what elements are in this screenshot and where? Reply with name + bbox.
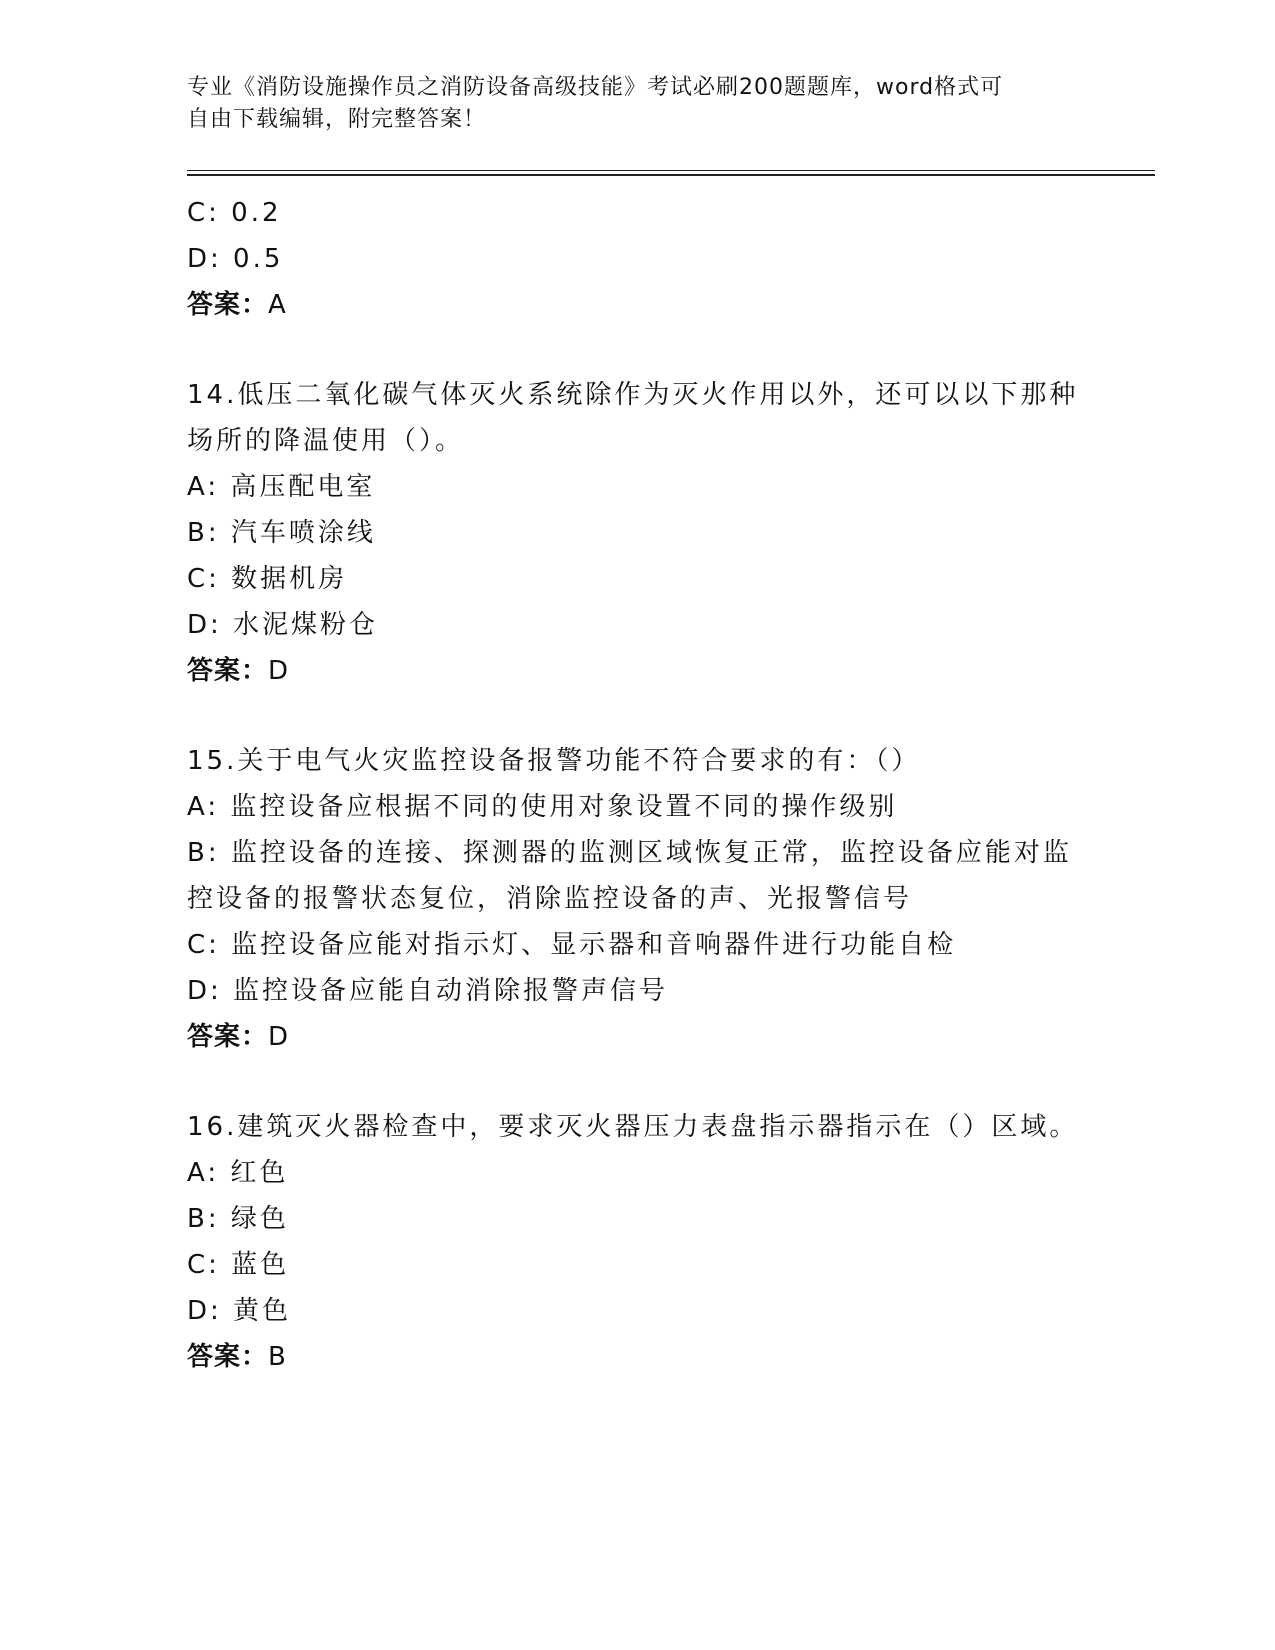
question-content <box>187 190 1087 1380</box>
question-text-line-1: 16.建筑灭火器检查中，要求灭火器压力表盘指示器指示在（）区域。 <box>187 1112 1079 1142</box>
answer-row <box>187 1334 1087 1380</box>
header-divider-thick <box>187 174 1155 176</box>
option-a: A: 红色 <box>187 1158 289 1188</box>
answer-row <box>187 282 1087 328</box>
header-line-2: 自由下载编辑，附完整答案！ <box>187 107 487 132</box>
option-c: C: 0.2 <box>187 198 282 228</box>
option-b-continued: 控设备的报警状态复位，消除监控设备的声、光报警信号 <box>187 884 913 914</box>
question-text-line-2: 场所的降温使用（）。 <box>187 426 465 456</box>
answer-value: B <box>268 1342 287 1372</box>
question-14 <box>187 372 1087 694</box>
continued-question <box>187 190 1087 328</box>
answer-value: D <box>268 656 290 686</box>
option-d: D: 黄色 <box>187 1296 292 1326</box>
option-a: A: 高压配电室 <box>187 472 376 502</box>
answer-label: 答案： <box>187 656 269 686</box>
question-text-line-1: 14.低压二氧化碳气体灭火系统除作为灭火作用以外，还可以以下那种 <box>187 380 1079 410</box>
option-b: B: 绿色 <box>187 1204 289 1234</box>
option-a: A: 监控设备应根据不同的使用对象设置不同的操作级别 <box>187 792 898 822</box>
answer-row <box>187 648 1087 694</box>
answer-value: D <box>268 1022 290 1052</box>
option-d: D: 监控设备应能自动消除报警声信号 <box>187 976 669 1006</box>
question-text-line-1: 15.关于电气火灾监控设备报警功能不符合要求的有：（） <box>187 746 921 776</box>
page-header <box>187 72 1067 136</box>
header-line-1: 专业《消防设施操作员之消防设备高级技能》考试必刷200题题库，word格式可 <box>187 75 1004 100</box>
answer-label: 答案： <box>187 1342 269 1372</box>
answer-value: A <box>268 290 287 320</box>
answer-label: 答案： <box>187 290 269 320</box>
option-c: C: 监控设备应能对指示灯、显示器和音响器件进行功能自检 <box>187 930 957 960</box>
option-c: C: 蓝色 <box>187 1250 290 1280</box>
option-b: B: 监控设备的连接、探测器的监测区域恢复正常，监控设备应能对监 <box>187 838 1072 868</box>
answer-row <box>187 1014 1087 1060</box>
header-divider-thin <box>187 170 1155 171</box>
answer-label: 答案： <box>187 1022 269 1052</box>
option-d: D: 水泥煤粉仓 <box>187 610 379 640</box>
option-b: B: 汽车喷涂线 <box>187 518 376 548</box>
option-c: C: 数据机房 <box>187 564 348 594</box>
question-16 <box>187 1104 1087 1380</box>
option-d: D: 0.5 <box>187 244 284 274</box>
question-15 <box>187 738 1087 1060</box>
